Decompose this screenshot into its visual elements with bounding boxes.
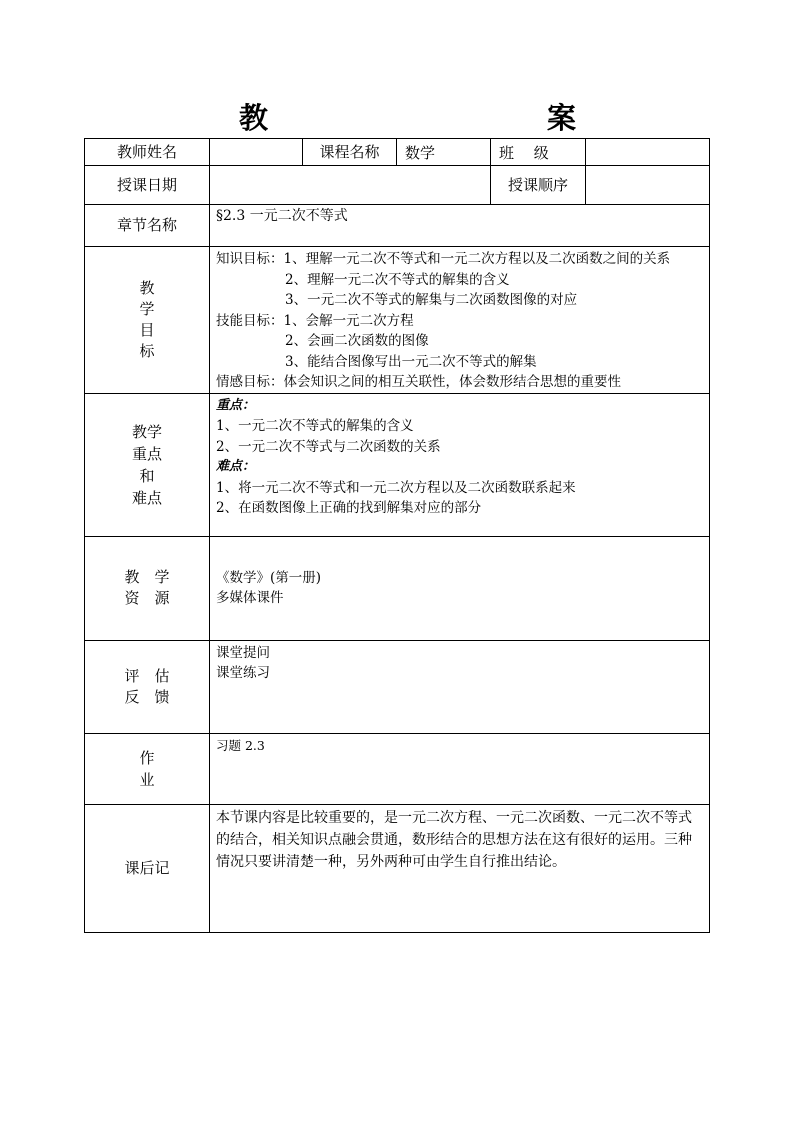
homework-value[interactable]: 习题 2.3 <box>210 733 710 804</box>
key-points-label-2: 重点 <box>131 444 162 463</box>
row-homework <box>85 733 710 804</box>
key-points-label-3: 和 <box>139 466 155 485</box>
focus-item: 1、一元二次不等式的解集的含义 <box>216 418 414 434</box>
row-resources <box>85 536 710 640</box>
row-teacher <box>85 139 710 166</box>
homework-label-1: 作 <box>139 748 155 767</box>
resources-label-1: 教 学 <box>124 568 170 586</box>
objectives-label-1: 教 <box>139 278 155 297</box>
objective-line: 3、能结合图像写出一元二次不等式的解集 <box>285 353 537 370</box>
focus-item: 2、一元二次不等式与二次函数的关系 <box>216 438 441 455</box>
difficulty-item: 1、将一元二次不等式和一元二次方程以及二次函数联系起来 <box>216 479 576 496</box>
resource-item: 《数学》(第一册) <box>216 569 322 586</box>
key-points-label <box>85 393 210 536</box>
key-points-label-4: 难点 <box>131 488 162 507</box>
difficulty-item: 2、在函数图像上正确的找到解集对应的部分 <box>216 500 482 516</box>
evaluation-item: 课堂练习 <box>216 665 270 681</box>
chapter-value[interactable]: §2.3 一元二次不等式 <box>210 205 710 247</box>
objectives-label-3: 目 <box>139 320 155 339</box>
chapter-label: 章节名称 <box>85 205 210 247</box>
objectives-content <box>210 247 710 394</box>
lesson-plan-table <box>84 138 710 933</box>
lesson-order-value[interactable] <box>586 166 710 205</box>
notes-label: 课后记 <box>85 804 210 932</box>
objective-line: 情感目标：体会知识之间的相互关联性，体会数形结合思想的重要性 <box>216 374 621 390</box>
lesson-date-value[interactable] <box>210 166 491 205</box>
evaluation-content <box>210 640 710 733</box>
key-points-label-1: 教学 <box>131 422 162 441</box>
resource-item: 多媒体课件 <box>216 590 284 606</box>
class-value[interactable] <box>586 139 710 166</box>
objective-line: 2、会画二次函数的图像 <box>285 333 429 349</box>
course-name-value[interactable]: 数学 <box>397 139 491 166</box>
lesson-date-label: 授课日期 <box>85 166 210 205</box>
title-char-2: 案 <box>547 101 577 135</box>
objectives-label <box>85 247 210 394</box>
title-char-1: 教 <box>239 101 269 135</box>
row-chapter <box>85 205 710 247</box>
resources-label-2: 资 源 <box>124 589 170 607</box>
homework-label-2: 业 <box>139 770 155 789</box>
row-objectives <box>85 247 710 394</box>
focus-heading: 重点： <box>216 397 256 413</box>
course-name-label: 课程名称 <box>303 139 397 166</box>
evaluation-item: 课堂提问 <box>216 644 270 661</box>
key-points-content <box>210 393 710 536</box>
objectives-label-4: 标 <box>139 341 155 360</box>
objective-line: 技能目标：1、会解一元二次方程 <box>216 312 414 329</box>
homework-label <box>85 733 210 804</box>
resources-content <box>210 536 710 640</box>
evaluation-label-2: 反 馈 <box>124 687 170 706</box>
teacher-name-value[interactable] <box>210 139 303 166</box>
evaluation-label-1: 评 估 <box>124 666 170 685</box>
objectives-label-2: 学 <box>139 299 155 318</box>
row-notes <box>85 804 710 932</box>
row-key-points <box>85 393 710 536</box>
resources-label <box>85 536 210 640</box>
document-title <box>0 96 793 136</box>
row-evaluation <box>85 640 710 733</box>
evaluation-label <box>85 640 210 733</box>
notes-text[interactable]: 本节课内容是比较重要的，是一元二次方程、一元二次函数、一元二次不等式的结合，相关知识点融会贯通，数形结合的思想方法在这有很好的运用。三种情况只要讲清楚一种，另外两种可由学生自行推出结论。 <box>210 804 710 932</box>
teacher-name-label: 教师姓名 <box>85 139 210 166</box>
difficulty-heading: 难点： <box>216 459 256 474</box>
class-label: 班 级 <box>491 139 586 166</box>
row-date <box>85 166 710 205</box>
objective-line: 2、理解一元二次不等式的解集的含义 <box>285 271 510 288</box>
objective-line: 3、一元二次不等式的解集与二次函数图像的对应 <box>285 292 578 308</box>
lesson-order-label: 授课顺序 <box>491 166 586 205</box>
objective-line: 知识目标：1、理解一元二次不等式和一元二次方程以及二次函数之间的关系 <box>216 251 671 267</box>
